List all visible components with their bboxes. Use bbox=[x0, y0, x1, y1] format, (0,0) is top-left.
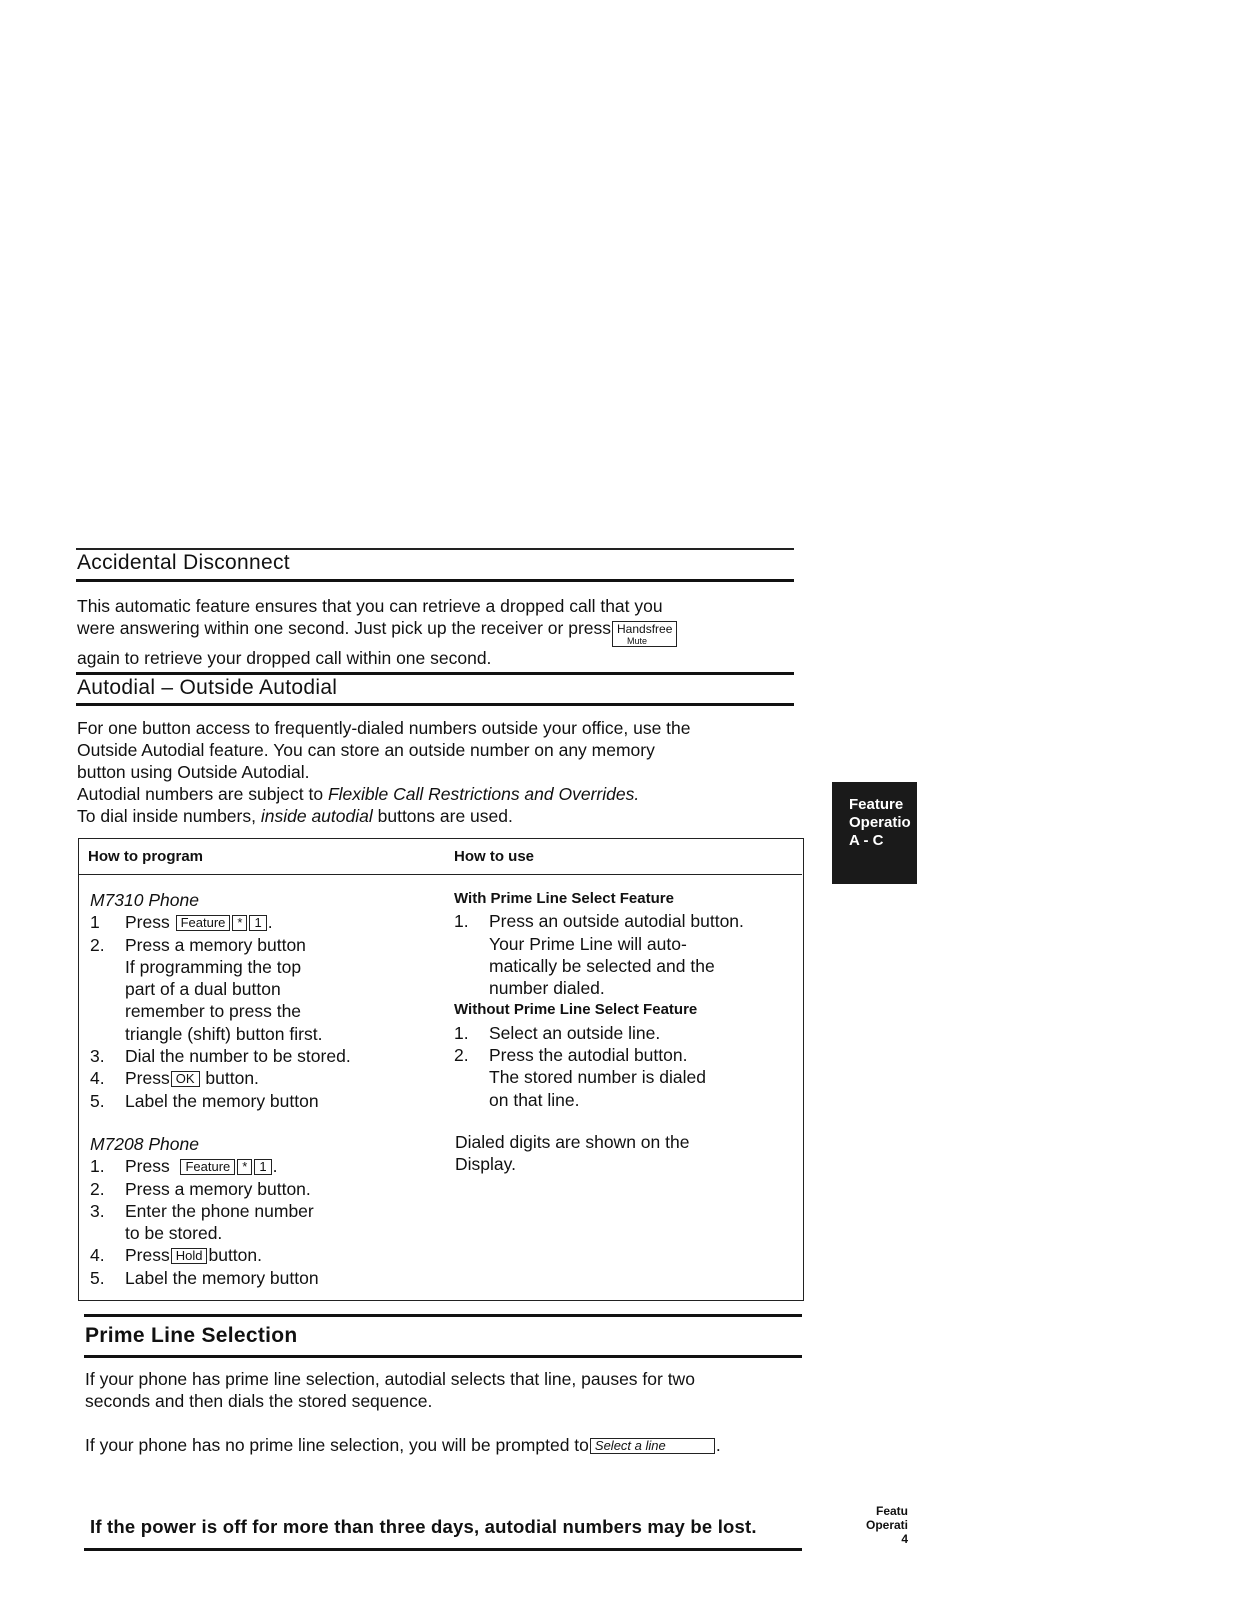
accidental-line-2: were answering within one second. Just pick up the receiver or press Handsfree Mute bbox=[77, 617, 807, 647]
accidental-line-1: This automatic feature ensures that you can retrieve a dropped call that you bbox=[77, 596, 663, 616]
accidental-heading-rule bbox=[76, 579, 794, 582]
m7208-step-1: 1. Press Feature * 1 . bbox=[90, 1156, 278, 1177]
footer-tab: Featu Operati 4 bbox=[836, 1504, 908, 1546]
m7310-step-4: 4. Press OK button. bbox=[90, 1068, 259, 1089]
handsfree-mute-key: Handsfree Mute bbox=[612, 621, 677, 647]
feature-key: Feature bbox=[180, 1159, 235, 1175]
section-tab: Feature Operatio A - C bbox=[832, 782, 917, 884]
without-prime-step-2: 2. Press the autodial button. The stored number is dialed on that line. bbox=[454, 1045, 706, 1110]
autodial-text bbox=[77, 717, 807, 827]
m7208-model: M7208 Phone bbox=[90, 1134, 199, 1154]
prime-line-1: If your phone has prime line selection, autodial selects that line, pauses for two bbox=[85, 1369, 695, 1389]
prime-line-text bbox=[85, 1368, 815, 1456]
m7208-step-2: 2. Press a memory button. bbox=[90, 1178, 311, 1199]
without-prime-line-heading: Without Prime Line Select Feature bbox=[454, 1001, 698, 1019]
page-number: 4 bbox=[901, 1532, 908, 1546]
bottom-rule bbox=[84, 1548, 802, 1551]
m7310-step-3: 3. Dial the number to be stored. bbox=[90, 1046, 351, 1067]
prime-line-3: If your phone has no prime line selection, you will be prompted to Select a line . bbox=[85, 1435, 721, 1455]
top-rule bbox=[76, 548, 794, 550]
m7310-step-2: 2. Press a memory button If programming the top part of a dual button remember to press the triangle (shift) button first. bbox=[90, 934, 323, 1044]
m7208-step-3: 3. Enter the phone number to be stored. bbox=[90, 1200, 314, 1244]
m7208-step-5: 5. Label the memory button bbox=[90, 1267, 319, 1288]
ok-key: OK bbox=[171, 1071, 200, 1087]
accidental-disconnect-text bbox=[77, 595, 807, 669]
accidental-disconnect-heading: Accidental Disconnect bbox=[77, 551, 290, 574]
autodial-inside-line: To dial inside numbers, inside autodial buttons are used. bbox=[77, 806, 513, 826]
autodial-line-2: Outside Autodial feature. You can store an outside number on any memory bbox=[77, 740, 655, 760]
one-key: 1 bbox=[254, 1159, 271, 1175]
m7310-step-5: 5. Label the memory button bbox=[90, 1090, 319, 1111]
how-to-use-header: How to use bbox=[454, 848, 535, 865]
prime-line-2: seconds and then dials the stored sequence. bbox=[85, 1391, 433, 1411]
with-prime-line-heading: With Prime Line Select Feature bbox=[454, 890, 674, 907]
how-to-use-instructions bbox=[454, 888, 799, 1111]
without-prime-step-1: 1. Select an outside line. bbox=[454, 1022, 661, 1043]
autodial-heading-rule bbox=[76, 703, 794, 706]
one-key: 1 bbox=[249, 915, 266, 931]
hold-key: Hold bbox=[171, 1248, 208, 1264]
accidental-line-3: again to retrieve your dropped call within one second. bbox=[77, 648, 492, 668]
prime-line-selection-heading: Prime Line Selection bbox=[85, 1324, 298, 1347]
display-note: Dialed digits are shown on the Display. bbox=[455, 1132, 690, 1175]
how-to-program-header: How to program bbox=[88, 848, 203, 865]
autodial-line-3: button using Outside Autodial. bbox=[77, 762, 310, 782]
prime-top-rule bbox=[84, 1314, 802, 1317]
m7310-model: M7310 Phone bbox=[90, 890, 199, 910]
power-warning: If the power is off for more than three days, autodial numbers may be lost. bbox=[90, 1516, 757, 1537]
table-header-rule bbox=[79, 874, 802, 875]
star-key: * bbox=[237, 1159, 252, 1175]
m7310-instructions bbox=[90, 889, 440, 1112]
autodial-line-1: For one button access to frequently-dialed numbers outside your office, use the bbox=[77, 718, 691, 738]
autodial-restrictions-line: Autodial numbers are subject to Flexible Call Restrictions and Overrides. bbox=[77, 784, 640, 804]
feature-key: Feature bbox=[176, 915, 231, 931]
m7208-instructions bbox=[90, 1133, 440, 1289]
prime-heading-rule bbox=[84, 1355, 802, 1358]
autodial-top-rule bbox=[76, 672, 794, 675]
with-prime-step-1: 1. Press an outside autodial button. Your Prime Line will auto- matically be selected and the number dialed. bbox=[454, 911, 744, 999]
m7208-step-4: 4. Press Hold button. bbox=[90, 1245, 263, 1266]
autodial-heading: Autodial – Outside Autodial bbox=[77, 676, 338, 699]
star-key: * bbox=[232, 915, 247, 931]
m7310-step-1: 1 Press Feature * 1 . bbox=[90, 912, 273, 933]
select-a-line-display: Select a line bbox=[590, 1438, 715, 1454]
